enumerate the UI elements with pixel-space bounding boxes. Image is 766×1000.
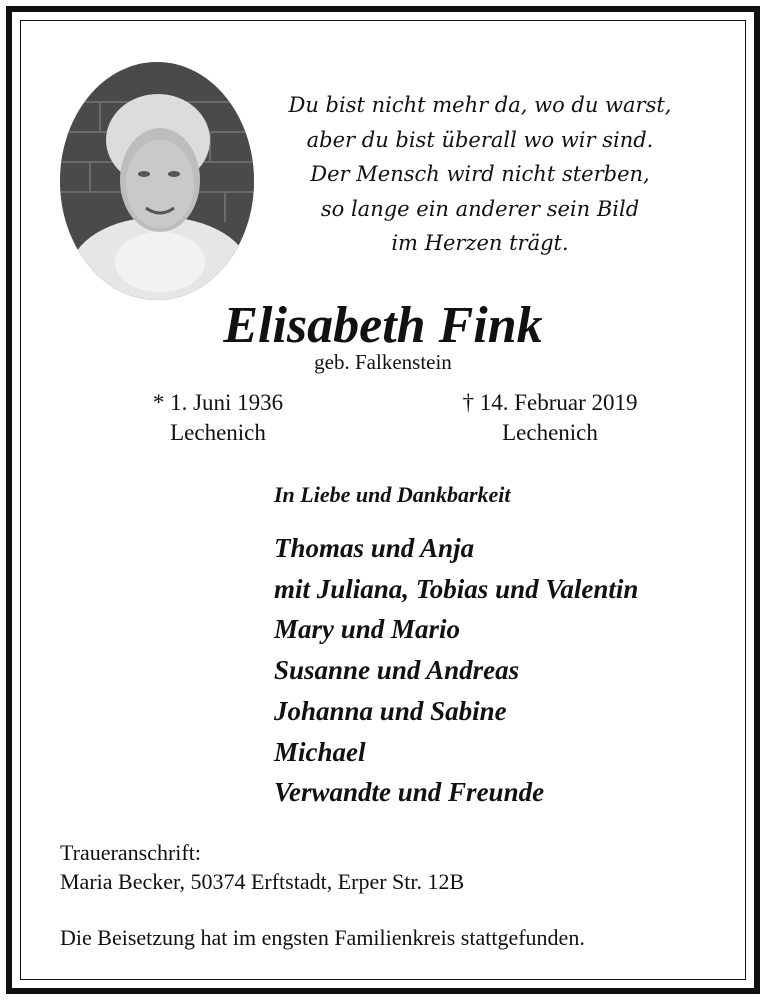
address-label: Traueranschrift: bbox=[60, 840, 201, 865]
poem-line: im Herzen trägt. bbox=[391, 231, 569, 255]
poem-line: Du bist nicht mehr da, wo du warst, bbox=[288, 93, 672, 117]
mourner-entry: Thomas und Anja bbox=[274, 533, 475, 563]
mourner-entry: Verwandte und Freunde bbox=[274, 777, 545, 808]
portrait-photo bbox=[60, 62, 254, 300]
address-value: Maria Becker, 50374 Erftstadt, Erper Str. 12B bbox=[60, 869, 465, 894]
memorial-poem bbox=[270, 88, 690, 261]
death-block bbox=[400, 388, 700, 448]
mourner-entry: Michael bbox=[274, 736, 366, 767]
maiden-name: geb. Falkenstein bbox=[314, 350, 452, 374]
mourners-list bbox=[274, 528, 638, 813]
mourner-entry: Mary und Mario bbox=[274, 614, 461, 645]
burial-note: Die Beisetzung hat im engsten Familienkreis stattgefunden. bbox=[60, 925, 585, 950]
birth-block bbox=[68, 388, 368, 448]
mourners-intro: In Liebe und Dankbarkeit bbox=[274, 482, 511, 507]
mourning-address bbox=[60, 838, 464, 896]
mourner-entry: mit Juliana, Tobias und Valentin bbox=[274, 573, 639, 604]
birth-place: Lechenich bbox=[170, 420, 266, 445]
death-place: Lechenich bbox=[502, 420, 598, 445]
mourner-entry: Susanne und Andreas bbox=[274, 655, 520, 686]
deceased-name: Elisabeth Fink bbox=[223, 297, 543, 354]
poem-line: so lange ein anderer sein Bild bbox=[320, 196, 640, 221]
poem-line: aber du bist überall wo wir sind. bbox=[306, 127, 654, 152]
birth-date: * 1. Juni 1936 bbox=[152, 390, 284, 415]
poem-line: Der Mensch wird nicht sterben, bbox=[310, 162, 650, 186]
mourner-entry: Johanna und Sabine bbox=[274, 695, 507, 726]
portrait-illustration bbox=[60, 62, 254, 300]
death-date: † 14. Februar 2019 bbox=[462, 390, 638, 415]
